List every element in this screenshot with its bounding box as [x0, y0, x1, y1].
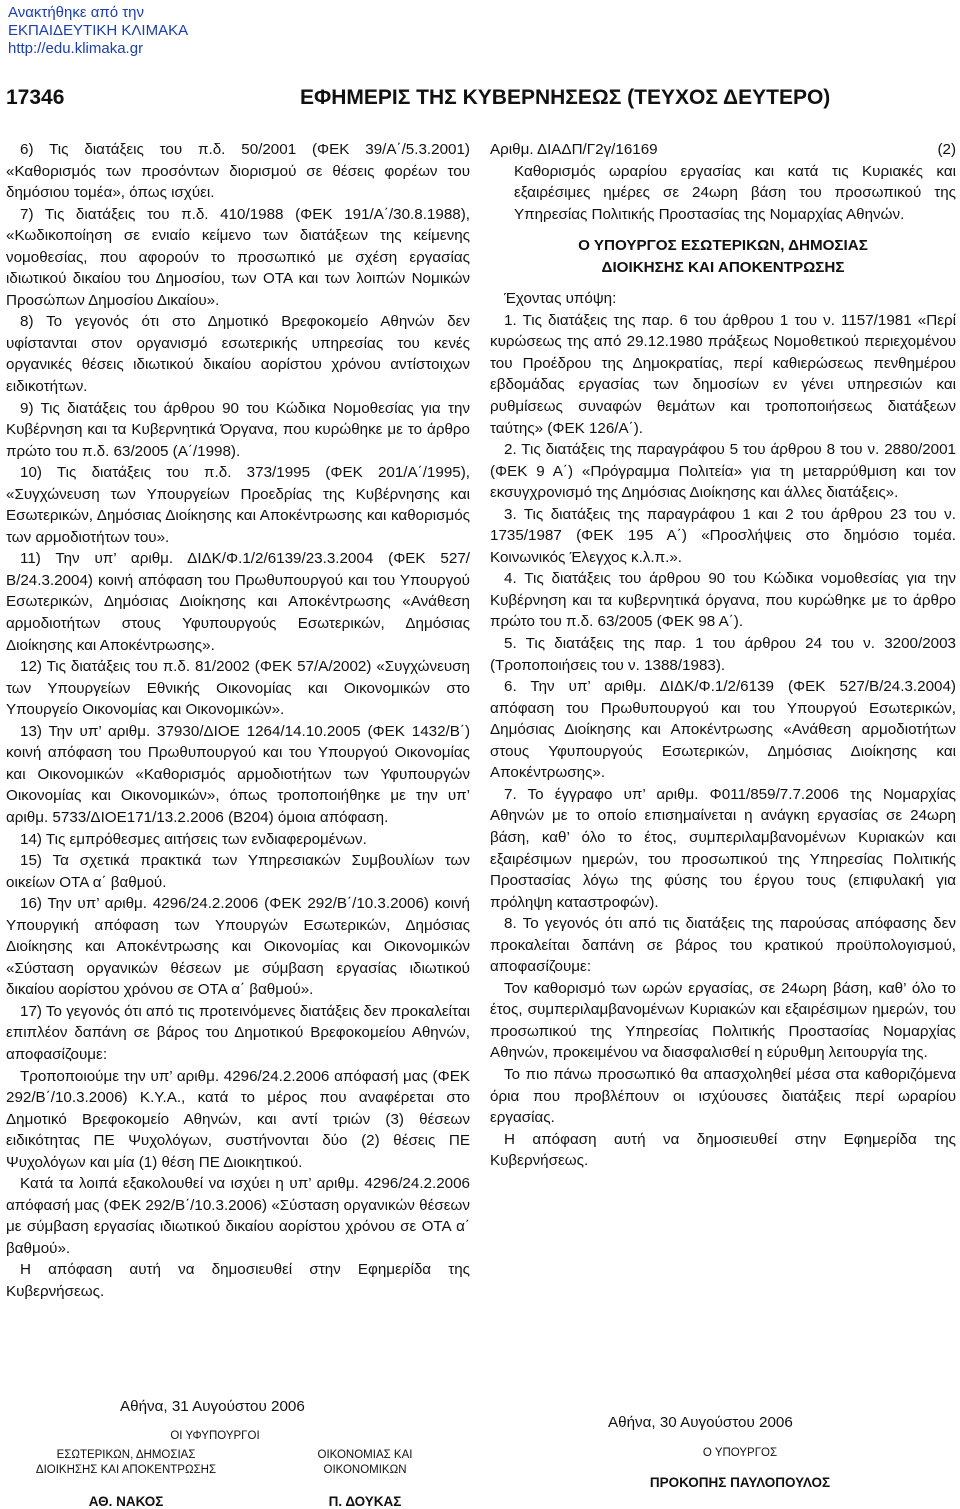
paragraph: 13) Την υπ’ αριθμ. 37930/ΔΙΟΕ 1264/14.10.2005 (ΦΕΚ 1432/Β΄) κοινή απόφαση του Πρωθυπουργού και του Υπουργού Οικονομίας και Οικονομικών «Καθορισμός αρμοδιοτήτων των Υφυπουργών Οικονομίας και Οικονομικών», όπως τροποποιήθηκε με την υπ’ αριθμ. 5733/ΔΙΟΕ171/13.2.2006 (Β204) όμοια απόφαση.	[6, 722, 470, 826]
paragraph: Η απόφαση αυτή να δημοσιευθεί στην Εφημερίδα της Κυβερνήσεως.	[6, 1261, 470, 1300]
decision-header	[490, 139, 956, 161]
paragraph: 3. Τις διατάξεις της παραγράφου 1 και 2 του άρθρου 23 του ν. 1735/1987 (ΦΕΚ 195 Α΄) «Προσλήψεις στο δημόσιο τομέα. Κοινωνικός Έλεγχος κ.λ.π.».	[490, 505, 956, 566]
paragraph: Το πιο πάνω προσωπικό θα απασχοληθεί μέσα στα καθοριζόμενα όρια που προβλέπουν οι ισχύουσες διατάξεις περί ωραρίου εργασίας.	[490, 1065, 956, 1127]
paragraph: 1. Τις διατάξεις της παρ. 6 του άρθρου 1 του ν. 1157/1981 «Περί κυρώσεως της από 29.12.1980 πράξεως Νομοθετικού περιεχομένου του Προέδρου της Δημοκρατίας, περί καθιερώσεως πενθημέρου εβδομάδας εργασίας των δημοσίων εν γένει υπηρεσιών και ρυθμίσεως συναφών θεμάτων και τροποποιήσεως διατάξεων ταύτης» (ΦΕΚ 126/Α΄).	[490, 311, 956, 437]
decision-subject: Καθορισμός ωραρίου εργασίας και κατά τις Κυριακές και εξαιρέσιμες ημέρες σε 24ωρη βάση του προσωπικού της Υπηρεσίας Πολιτικής Προστασίας της Νομαρχίας Αθηνών.	[514, 162, 956, 223]
paragraph: 4. Τις διατάξεις του άρθρου 90 του Κώδικα νομοθεσίας για την Κυβέρνηση και τα κυβερνητικά όργανα, που κυρώθηκε με το άρθρο πρώτο του π.δ. 63/2005 (ΦΕΚ 98 Α΄).	[490, 570, 956, 631]
paragraph: 10) Τις διατάξεις του π.δ. 373/1995 (ΦΕΚ 201/Α΄/1995), «Συγχώνευση των Υπουργείων Προεδρίας της Κυβέρνησης και Εσωτερικών, Δημόσιας Διοίκησης και Αποκέντρωσης και καθορισμός των αρμοδιοτήτων του».	[6, 464, 470, 546]
watermark-line: ΕΚΠΑΙΔΕΥΤΙΚΗ ΚΛΙΜΑΚΑ	[8, 22, 189, 39]
paragraph: 5. Τις διατάξεις της παρ. 1 του άρθρου 24 του ν. 3200/2003 (Τροποποιήσεις του ν. 1388/1983).	[490, 635, 956, 674]
signatory-minister	[600, 1446, 880, 1490]
signatory-right	[270, 1448, 460, 1509]
left-column	[6, 139, 470, 1303]
minister-title: Ο ΥΠΟΥΡΓΟΣ ΕΣΩΤΕΡΙΚΩΝ, ΔΗΜΟΣΙΑΣ	[578, 237, 868, 255]
considering-heading: Έχοντας υπόψη:	[504, 290, 617, 308]
paragraph: 6) Τις διατάξεις του π.δ. 50/2001 (ΦΕΚ 39/Α΄/5.3.2001) «Καθορισμός των προσόντων διορισμού σε θέσεις φορέων του δημόσιου τομέα», όπως ισχύει.	[6, 141, 470, 202]
paragraph: Η απόφαση αυτή να δημοσιευθεί στην Εφημερίδα της Κυβερνήσεως.	[490, 1130, 956, 1170]
paragraph: 8. Το γεγονός ότι από τις διατάξεις της παρούσας απόφασης δεν προκαλείται δαπάνη σε βάρος του κρατικού προϋπολογισμού, αποφασίζουμε:	[490, 915, 956, 976]
paragraph: Τροποποιούμε την υπ’ αριθμ. 4296/24.2.2006 απόφασή μας (ΦΕΚ 292/Β΄/10.3.2006) Κ.Υ.Α., κατά το μέρος που αναφέρεται στο Δημοτικό Βρεφοκομείο Αθηνών, και αντί τριών (3) θέσεων ειδικότητας ΠΕ Ψυχολόγων, συστήνονται δύο (2) θέσεις ΠΕ Ψυχολόγων και μία (1) θέση ΠΕ Διοικητικού.	[6, 1067, 470, 1171]
paragraph: 17) Το γεγονός ότι από τις προτεινόμενες διατάξεις δεν προκαλείται επιπλέον δαπάνη σε βάρος του Δημοτικού Βρεφοκομείου Αθηνών, αποφασίζουμε:	[6, 1002, 470, 1063]
paragraph: 15) Τα σχετικά πρακτικά των Υπηρεσιακών Συμβουλίων των οικείων ΟΤΑ α΄ βαθμού.	[6, 852, 470, 891]
minister-title: ΔΙΟΙΚΗΣΗΣ ΚΑΙ ΑΠΟΚΕΝΤΡΩΣΗΣ	[601, 258, 845, 276]
paragraph: 16) Την υπ’ αριθμ. 4296/24.2.2006 (ΦΕΚ 292/Β΄/10.3.2006) κοινή Υπουργική απόφαση των Υπουργών Εσωτερικών, Δημόσιας Διοίκησης και Αποκέντρωσης και Οικονομίας και Οικονομικών «Σύσταση οργανικών θέσεων με σύμβαση εργασίας ιδιωτικού δικαίου αορίστου χρόνου σε ΟΤΑ α΄ βαθμού».	[6, 895, 470, 999]
decision-number: Αριθμ. ΔΙΑΔΠ/Γ2γ/16169	[490, 141, 658, 158]
paragraph: Τον καθορισμό των ωρών εργασίας, σε 24ωρη βάση, καθ’ όλο το έτος, συμπεριλαμβανομένων Κυριακών και εξαιρέσιμων ημερών, του προσωπικού της Υπηρεσίας Πολιτικής Προστασίας Νομαρχίας Αθηνών, προκειμένου να διασφαλισθεί η εύρυθμη λειτουργία της.	[490, 979, 956, 1062]
gazette-title: ΕΦΗΜΕΡΙΣ ΤΗΣ ΚΥΒΕΡΝΗΣΕΩΣ (ΤΕΥΧΟΣ ΔΕΥΤΕΡΟ)	[300, 86, 831, 109]
page-header	[0, 86, 960, 116]
left-date: Αθήνα, 31 Αυγούστου 2006	[120, 1398, 305, 1415]
signatory-office: ΟΙΚΟΝΟΜΙΚΩΝ	[323, 1464, 407, 1476]
paragraph: 2. Τις διατάξεις της παραγράφου 5 του άρθρου 8 του ν. 2880/2001 (ΦΕΚ 9 Α΄) «Πρόγραμμα Πολιτεία» για τη μεταρρύθμιση και τον εκσυγχρονισμό της Δημόσιας Διοίκησης και άλλες διατάξεις».	[490, 441, 956, 502]
watermark-link[interactable]: http://edu.klimaka.gr	[8, 40, 144, 57]
signatory-left	[16, 1448, 236, 1509]
paragraph: 12) Τις διατάξεις του π.δ. 81/2002 (ΦΕΚ 57/Α/2002) «Συγχώνευση των Υπουργείων Εθνικής Οικονομίας και Οικονομικών στο Υπουργείο Οικονομίας και Οικονομικών».	[6, 658, 470, 719]
paragraph: 14) Τις εμπρόθεσμες αιτήσεις των ενδιαφερομένων.	[20, 830, 367, 848]
paragraph: 8) Το γεγονός ότι στο Δημοτικό Βρεφοκομείο Αθηνών δεν υφίστανται στον οργανισμό εσωτερικής υπηρεσίας του κενές οργανικές θέσεις ιδιωτικού δικαίου αορίστου χρόνου αντίστοιχων ειδικοτήτων.	[6, 313, 470, 396]
signatory-office: ΕΣΩΤΕΡΙΚΩΝ, ΔΗΜΟΣΙΑΣ	[56, 1449, 196, 1461]
decision-index: (2)	[937, 141, 956, 158]
paragraph: 11) Την υπ’ αριθμ. ΔΙΔΚ/Φ.1/2/6139/23.3.2004 (ΦΕΚ 527/Β/24.3.2004) κοινή απόφαση του Πρωθυπουργού και του Υπουργού Εσωτερικών, Δημόσιας Διοίκησης και Αποκέντρωσης «Ανάθεση αρμοδιοτήτων στους Υφυπουργούς Εσωτερικών, Δημόσιας Διοίκησης και Αποκέντρωσης».	[6, 550, 470, 654]
signatory-name: ΠΡΟΚΟΠΗΣ ΠΑΥΛΟΠΟΥΛΟΣ	[649, 1475, 831, 1490]
page-number: 17346	[6, 86, 65, 109]
source-watermark	[8, 4, 188, 58]
signatory-title: Ο ΥΠΟΥΡΓΟΣ	[702, 1447, 778, 1459]
paragraph: 9) Τις διατάξεις του άρθρου 90 του Κώδικα Νομοθεσίας για την Κυβέρνηση και τα Κυβερνητικά Όργανα, που κυρώθηκε με το άρθρο πρώτο του π.δ. 63/2005 (Α΄/1998).	[6, 399, 470, 460]
paragraph: Κατά τα λοιπά εξακολουθεί να ισχύει η υπ’ αριθμ. 4296/24.2.2006 απόφασή μας (ΦΕΚ 292/Β΄/10.3.2006) «Σύσταση οργανικών θέσεων με σύμβαση εργασίας ιδιωτικού δικαίου αορίστου χρόνου σε ΟΤΑ α΄ βαθμού».	[6, 1175, 470, 1257]
signatory-office: ΔΙΟΙΚΗΣΗΣ ΚΑΙ ΑΠΟΚΕΝΤΡΩΣΗΣ	[35, 1464, 217, 1476]
signatory-office: ΟΙΚΟΝΟΜΙΑΣ ΚΑΙ	[317, 1449, 413, 1461]
signatory-name: ΑΘ. ΝΑΚΟΣ	[88, 1494, 164, 1509]
paragraph: 6. Την υπ’ αριθμ. ΔΙΔΚ/Φ.1/2/6139 (ΦΕΚ 527/Β/24.3.2004) απόφαση του Πρωθυπουργού και του Υπουργού Εσωτερικών, Δημόσιας Διοίκησης και Αποκέντρωσης «Ανάθεση αρμοδιοτήτων στους Υφυπουργούς Εσωτερικών, Δημόσιας Διοίκησης και Αποκέντρωσης».	[490, 678, 956, 782]
signatory-name: Π. ΔΟΥΚΑΣ	[328, 1494, 402, 1509]
paragraph: 7. Το έγγραφο υπ’ αριθμ. Φ011/859/7.7.2006 της Νομαρχίας Αθηνών με το οποίο επισημαίνεται η ανάγκη εργασίας σε 24ωρη βάση, καθ’ όλο το έτος, συμπεριλαμβανομένων Κυριακών και εξαιρέσιμων ημερών, του προσωπικού της Υπηρεσίας Πολιτικής Προστασίας λόγω της φύσης του έργου τους (επιφυλακή για πρόληψη καταστροφών).	[490, 785, 956, 911]
paragraph: 7) Τις διατάξεις του π.δ. 410/1988 (ΦΕΚ 191/Α΄/30.8.1988), «Κωδικοποίηση σε ενιαίο κείμενο των διατάξεων της κείμενης νομοθεσίας, που αφορούν το προσωπικό με σχέση εργασίας ιδιωτικού δικαίου του Δημοσίου, των ΟΤΑ και των λοιπών Νομικών Προσώπων Δημοσίου Δικαίου».	[6, 205, 470, 309]
signatories-title: ΟΙ ΥΦΥΠΟΥΡΓΟΙ	[170, 1430, 260, 1442]
right-date: Αθήνα, 30 Αυγούστου 2006	[608, 1414, 793, 1431]
right-column	[490, 139, 956, 1172]
watermark-line: Ανακτήθηκε από την	[8, 4, 145, 21]
